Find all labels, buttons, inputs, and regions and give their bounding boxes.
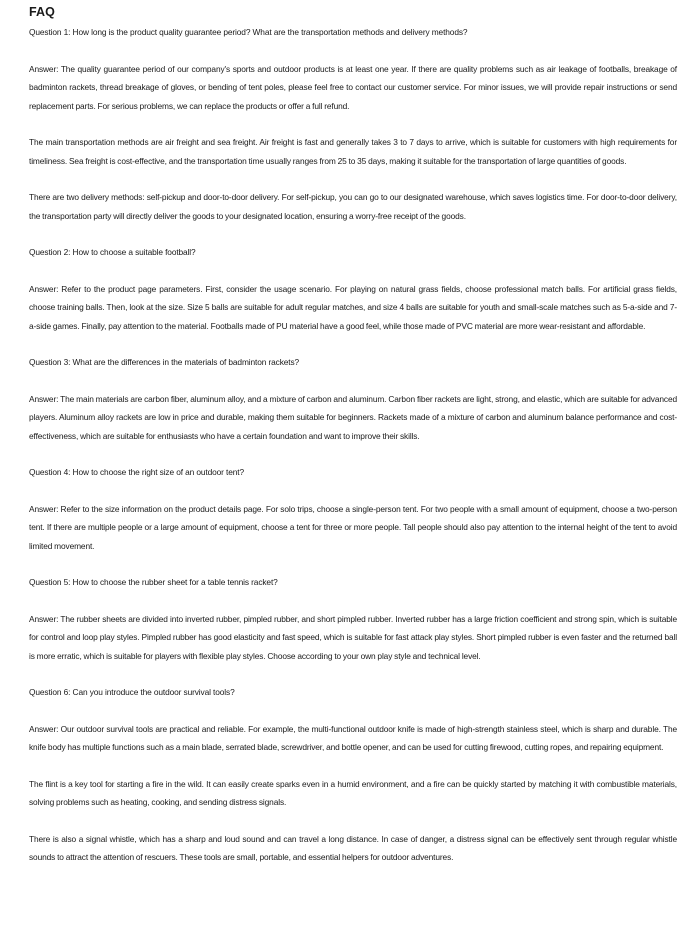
spacer — [29, 482, 677, 500]
question-3: Question 3: What are the differences in the materials of badminton rackets? — [29, 357, 300, 367]
page-title: FAQ — [29, 5, 55, 19]
answer-5: Answer: The rubber sheets are divided into inverted rubber, pimpled rubber, and short pimpled rubber. Inverted rubber has a large friction coefficient and strong spin, which is suitable for control and loop play styles. Pimpled rubber has good elasticity and fast speed, which is suitable for fast attack play styles. Short pimpled rubber is even faster and the returned ball is more erratic, which is suitable for players with flexible play styles. Choose according to your own play style and technical level. — [29, 613, 677, 661]
spacer — [29, 225, 677, 243]
answer-6-paragraph-3: There is also a signal whistle, which has a sharp and loud sound and can travel a long distance. In case of danger, a distress signal can be effectively sent through regular whistle sounds to attract the attention of rescuers. These tools are small, portable, and essential helpers for outdoor adventures. — [29, 833, 677, 862]
spacer — [29, 445, 677, 463]
question-4: Question 4: How to choose the right size of an outdoor tent? — [29, 467, 244, 477]
spacer — [29, 262, 677, 280]
answer-1-paragraph-1: Answer: The quality guarantee period of our company's sports and outdoor products is at least one year. If there are quality problems such as air leakage of footballs, breakage of badminton rackets, thread breakage of gloves, or bending of tent poles, please feel free to contact our customer service. For minor issues, we will provide repair instructions or send replacement parts. For serious problems, we can replace the products or offer a full refund. — [29, 63, 677, 111]
spacer — [29, 372, 677, 390]
spacer — [29, 757, 677, 775]
answer-1-paragraph-2: The main transportation methods are air freight and sea freight. Air freight is fast and generally takes 3 to 7 days to arrive, which is suitable for customers with high requirements for timeliness. Sea freight is cost-effective, and the transportation time usually ranges from 25 to 35 days, making it suitable for the transportation of large quantities of goods. — [29, 137, 677, 166]
spacer — [29, 812, 677, 830]
spacer — [29, 335, 677, 353]
question-2: Question 2: How to choose a suitable football? — [29, 247, 196, 257]
question-1: Question 1: How long is the product quality guarantee period? What are the transportation methods and delivery methods? — [29, 27, 468, 37]
question-5: Question 5: How to choose the rubber sheet for a table tennis racket? — [29, 577, 278, 587]
spacer — [29, 170, 677, 188]
spacer — [29, 115, 677, 133]
spacer — [29, 592, 677, 610]
question-6: Question 6: Can you introduce the outdoor survival tools? — [29, 687, 235, 697]
answer-4: Answer: Refer to the size information on the product details page. For solo trips, choose a single-person tent. For two people with a small amount of equipment, choose a two-person tent. If there are multiple people or a large amount of equipment, choose a tent for three or more people. Tall people should also pay attention to the internal height of the tent to avoid limited movement. — [29, 503, 677, 551]
spacer — [29, 665, 677, 683]
answer-2: Answer: Refer to the product page parameters. First, consider the usage scenario. For playing on natural grass fields, choose professional match balls. For artificial grass fields, choose training balls. Then, look at the size. Size 5 balls are suitable for adult regular matches, and size 4 balls are suitable for youth and small-scale matches such as 5-a-side and 7-a-side games. Finally, pay attention to the material. Footballs made of PU material have a good feel, while those made of PVC material are more wear-resistant and affordable. — [29, 283, 677, 331]
spacer — [29, 555, 677, 573]
answer-6-paragraph-1: Answer: Our outdoor survival tools are practical and reliable. For example, the multi-functional outdoor knife is made of high-strength stainless steel, which is sharp and durable. The knife body has multiple functions such as a main blade, serrated blade, screwdriver, and bottle opener, and can be used for cutting firewood, cutting ropes, and repairing equipment. — [29, 723, 677, 752]
answer-6-paragraph-2: The flint is a key tool for starting a fire in the wild. It can easily create sparks even in a humid environment, and a fire can be quickly started by matching it with combustible materials, solving problems such as heating, cooking, and sending distress signals. — [29, 778, 677, 807]
spacer — [29, 702, 677, 720]
answer-3: Answer: The main materials are carbon fiber, aluminum alloy, and a mixture of carbon and aluminum. Carbon fiber rackets are light, strong, and elastic, which are suitable for advanced players. Aluminum alloy rackets are low in price and durable, making them suitable for beginners. Rackets made of a mixture of carbon and aluminum balance performance and cost-effectiveness, which are suitable for enthusiasts who have a certain foundation and want to improve their skills. — [29, 393, 677, 441]
answer-1-paragraph-3: There are two delivery methods: self-pickup and door-to-door delivery. For self-pickup, you can go to our designated warehouse, which saves logistics time. For door-to-door delivery, the transportation party will directly deliver the goods to your designated location, ensuring a worry-free receipt of the goods. — [29, 192, 677, 221]
spacer — [29, 42, 677, 60]
